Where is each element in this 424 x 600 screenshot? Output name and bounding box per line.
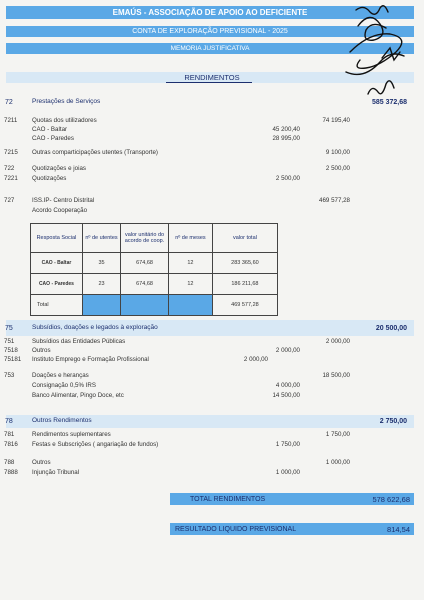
code-7518: 7518 [4, 347, 18, 354]
value-75181: 2 000,00 [243, 356, 268, 363]
label-cao-baltar: CAO - Baltar [32, 126, 68, 133]
code-75181: 75181 [4, 356, 22, 363]
code-753: 753 [4, 372, 15, 379]
page-title: CONTA DE EXPLORAÇÃO PREVISIONAL - 2025 [132, 28, 288, 35]
row-utentes: 35 [82, 253, 120, 274]
label-7221: Quotizações [32, 175, 67, 182]
code-727: 727 [4, 197, 15, 204]
value-751: 2 000,00 [325, 338, 350, 345]
value-irs: 4 000,00 [275, 382, 300, 389]
code-7816: 7816 [4, 441, 18, 448]
table-row [31, 253, 278, 274]
resultado-label: RESULTADO LIQUIDO PREVISIONAL [175, 526, 297, 533]
value-7888: 1 000,00 [275, 469, 300, 476]
code-788: 788 [4, 459, 15, 466]
g72-code: 72 [5, 99, 13, 106]
value-banco: 14 500,00 [272, 392, 300, 399]
total-cell-blank [168, 295, 212, 316]
code-7888: 7888 [4, 469, 18, 476]
social-response-table [30, 223, 278, 316]
g78-code: 78 [5, 418, 13, 425]
g72-label: Prestações de Serviços [32, 98, 101, 105]
value-7518: 2 000,00 [275, 347, 300, 354]
table-total-row [31, 295, 278, 316]
row-meses: 12 [168, 274, 212, 295]
th-valor-unit: valor unitário do acordo de coop. [121, 224, 169, 253]
total-value: 469 577,28 [212, 295, 277, 316]
label-788: Outros [32, 459, 51, 466]
value-cao-paredes: 28 995,00 [272, 135, 300, 142]
code-7221: 7221 [4, 175, 18, 182]
th-total: valor total [212, 224, 277, 253]
g78-label: Outros Rendimentos [32, 417, 92, 424]
value-cao-baltar: 45 200,40 [272, 126, 300, 133]
total-cell-blank [82, 295, 120, 316]
th-utentes: nº de utentes [82, 224, 120, 253]
g72-total: 585 372,68 [371, 99, 407, 106]
code-7215: 7215 [4, 149, 18, 156]
th-resposta: Resposta Social [31, 224, 83, 253]
value-7215: 9 100,00 [325, 149, 350, 156]
value-727: 469 577,28 [319, 197, 350, 204]
label-7888: Injunção Tribunal [32, 469, 80, 476]
label-727-acordo: Acordo Cooperação [32, 207, 88, 214]
code-781: 781 [4, 431, 15, 438]
code-722: 722 [4, 165, 15, 172]
label-781: Rendimentos suplementares [32, 431, 111, 438]
row-meses: 12 [168, 253, 212, 274]
total-cell-blank [121, 295, 169, 316]
label-7816: Festas e Subscrições ( angariação de fundos) [32, 441, 159, 448]
row-total: 186 211,68 [212, 274, 277, 295]
value-7221: 2 500,00 [275, 175, 300, 182]
label-7211: Quotas dos utilizadores [32, 117, 97, 124]
label-cao-paredes: CAO - Paredes [32, 135, 74, 142]
label-banco: Banco Alimentar, Pingo Doce, etc [32, 392, 124, 399]
page-subtitle: MEMORIA JUSTIFICATIVA [170, 45, 250, 52]
label-7518: Outros [32, 347, 51, 354]
label-722: Quotizações e joias [32, 165, 86, 172]
total-label: Total [31, 295, 83, 316]
value-753: 18 500,00 [322, 372, 350, 379]
table-header-row [31, 224, 278, 253]
label-753: Doações e heranças [32, 372, 89, 379]
row-unit: 674,68 [121, 253, 169, 274]
g78-total: 2 750,00 [379, 418, 407, 425]
table-row [31, 274, 278, 295]
section-title: RENDIMENTOS [184, 73, 240, 82]
code-7211: 7211 [4, 117, 18, 124]
value-7211: 74 195,40 [322, 117, 350, 124]
label-751: Subsídios das Entidades Públicas [32, 338, 126, 345]
g75-code: 75 [5, 325, 13, 332]
total-rendimentos-label: TOTAL RENDIMENTOS [190, 496, 266, 503]
value-7816: 1 750,00 [275, 441, 300, 448]
row-total: 283 365,60 [212, 253, 277, 274]
row-name: CAO - Paredes [31, 274, 83, 295]
g75-label: Subsídios, doações e legados à exploração [32, 324, 158, 331]
signature [338, 0, 418, 110]
code-751: 751 [4, 338, 15, 345]
label-7215: Outras comparticipações utentes (Transporte) [32, 149, 158, 156]
value-781: 1 750,00 [325, 431, 350, 438]
label-727: ISS.IP- Centro Distrital [32, 197, 95, 204]
row-name: CAO - Baltar [31, 253, 83, 274]
total-rendimentos-value: 578 622,68 [372, 495, 410, 504]
g75-total: 20 500,00 [375, 325, 407, 332]
label-75181: Instituto Emprego e Formação Profissional [32, 356, 149, 363]
label-irs: Consignação 0,5% IRS [32, 382, 96, 389]
row-unit: 674,68 [121, 274, 169, 295]
section-underline [166, 82, 252, 83]
value-788: 1 000,00 [325, 459, 350, 466]
value-722: 2 500,00 [325, 165, 350, 172]
th-meses: nº de meses [168, 224, 212, 253]
resultado-value: 814,54 [387, 525, 410, 534]
org-name: EMAÚS - ASSOCIAÇÃO DE APOIO AO DEFICIENTE [112, 8, 308, 17]
row-utentes: 23 [82, 274, 120, 295]
